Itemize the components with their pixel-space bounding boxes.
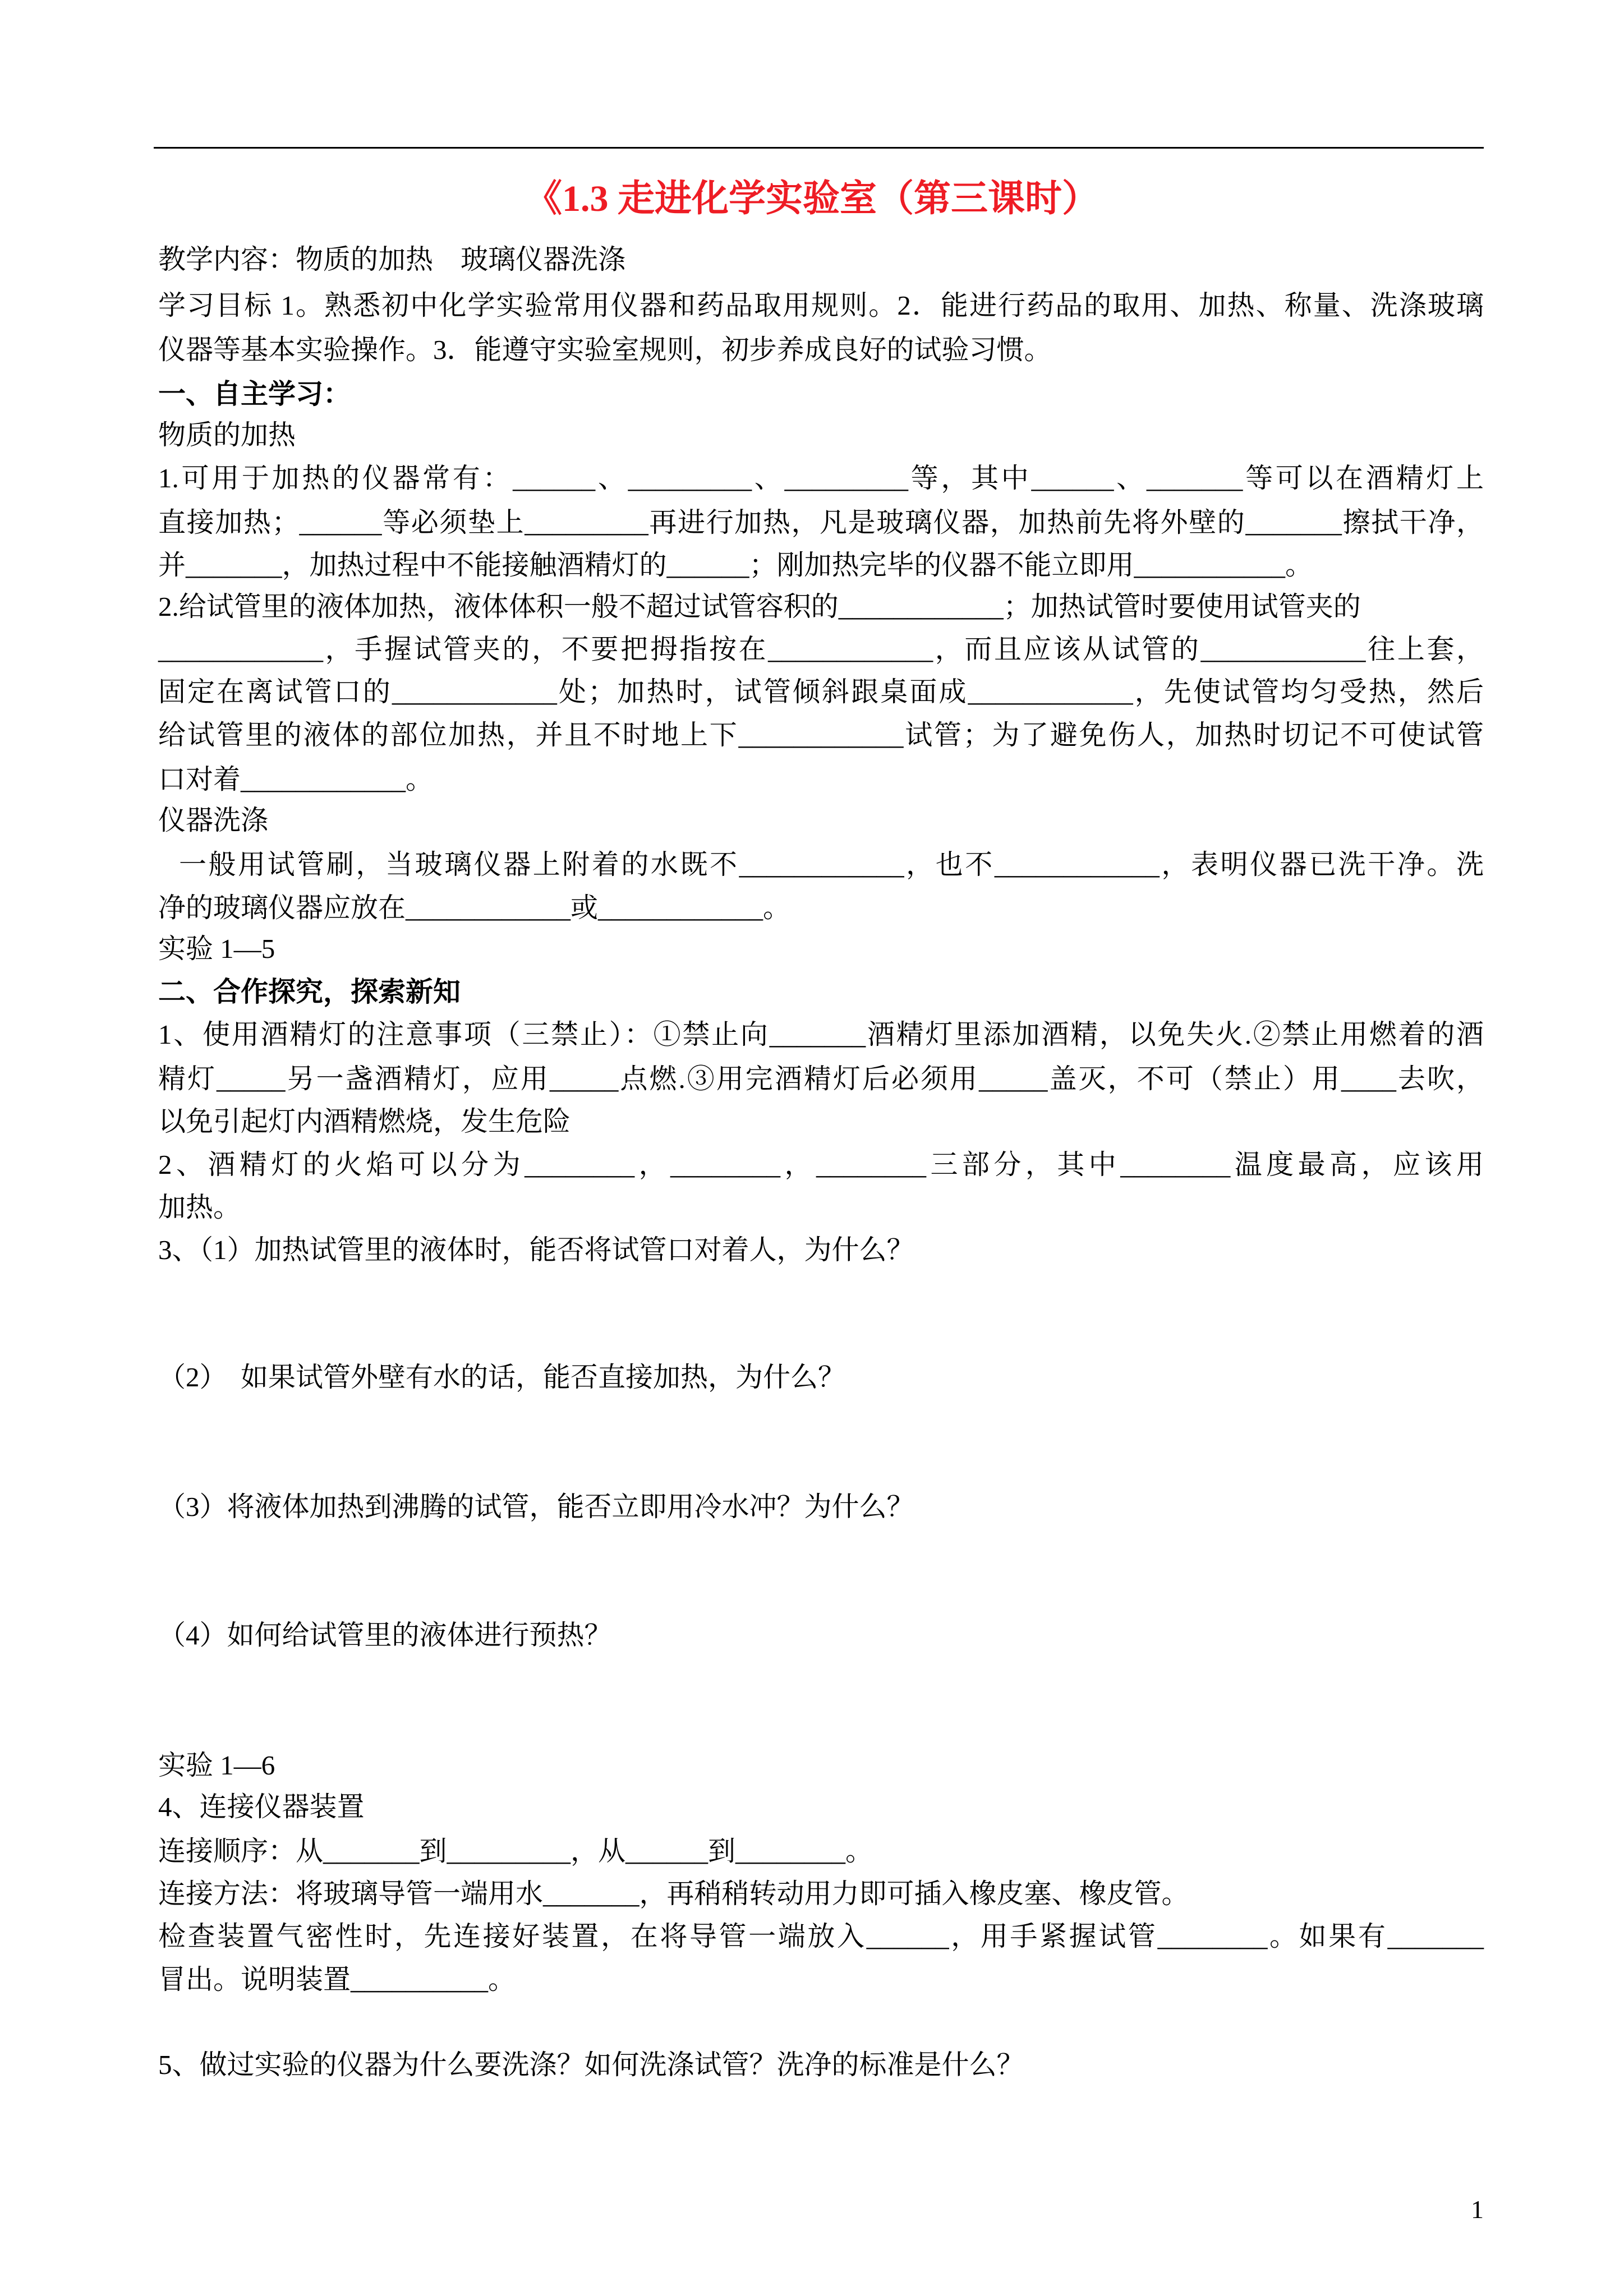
heating-line: ____________，手握试管夹的，不要把拇指按在____________，而且应该从试管的____________往上套， (158, 634, 1484, 665)
question-5: 5、做过实验的仪器为什么要洗涤？如何洗涤试管？洗净的标准是什么？ (158, 2049, 1024, 2080)
objective-line: 仪器等基本实验操作。3．能遵守实验室规则，初步养成良好的试验习惯。 (158, 334, 1052, 365)
question-1-line: 1、使用酒精灯的注意事项（三禁止）：①禁止向_______酒精灯里添加酒精，以免失火.②禁止用燃着的酒 (158, 1019, 1484, 1050)
question-2-line: 2、酒精灯的火焰可以分为________，________，________三部分，其中________温度最高，应该用 (158, 1149, 1484, 1180)
heating-line: 并_______，加热过程中不能接触酒精灯的______；刚加热完毕的仪器不能立即用___________。 (158, 550, 1313, 580)
teaching-content-line: 教学内容：物质的加热 玻璃仪器洗涤 (158, 244, 626, 275)
question-4-line: 检查装置气密性时，先连接好装置，在将导管一端放入______，用手紧握试管________。如果有_______ (158, 1921, 1484, 1952)
experiment-label: 实验 1—6 (158, 1750, 275, 1781)
section-heading-self-study: 一、自主学习： (158, 379, 351, 409)
washing-line: 一般用试管刷，当玻璃仪器上附着的水既不____________，也不____________，表明仪器已洗干净。洗 (179, 849, 1484, 880)
page-number: 1 (1471, 2195, 1484, 2224)
question-4-line: 连接顺序：从_______到_________，从______到________。 (158, 1836, 873, 1866)
header-rule (154, 147, 1484, 149)
heating-line: 1.可用于加热的仪器常有：______、_________、_________等，其中______、_______等可以在酒精灯上 (158, 463, 1484, 494)
question-4-heading: 4、连接仪器装置 (158, 1791, 365, 1822)
question-1-line: 以免引起灯内酒精燃烧，发生危险 (158, 1106, 571, 1137)
question-4-line: 冒出。说明装置__________。 (158, 1964, 516, 1995)
question-3-part-2: （2） 如果试管外壁有水的话，能否直接加热，为什么？ (158, 1362, 846, 1393)
question-3-part-3: （3）将液体加热到沸腾的试管，能否立即用冷水冲？为什么？ (158, 1491, 914, 1522)
washing-line: 净的玻璃仪器应放在____________或____________。 (158, 892, 791, 923)
objective-line: 学习目标 1。熟悉初中化学实验常用仪器和药品取用规则。2．能进行药品的取用、加热、称量、洗涤玻璃 (158, 290, 1484, 321)
page-title: 《1.3 走进化学实验室（第三课时） (525, 178, 1099, 219)
subheading-heating: 物质的加热 (158, 419, 296, 450)
heating-line: 给试管里的液体的部位加热，并且不时地上下____________试管；为了避免伤人，加热时切记不可使试管 (158, 720, 1484, 750)
heating-line: 2.给试管里的液体加热，液体体积一般不超过试管容积的____________；加热试管时要使用试管夹的 (158, 591, 1361, 622)
subheading-washing: 仪器洗涤 (158, 805, 269, 836)
question-1-line: 精灯_____另一盏酒精灯，应用_____点燃.③用完酒精灯后必须用_____盖灭，不可（禁止）用____去吹， (158, 1063, 1484, 1094)
question-4-line: 连接方法：将玻璃导管一端用水_______，再稍稍转动用力即可插入橡皮塞、橡皮管。 (158, 1878, 1189, 1909)
question-2-line: 加热。 (158, 1192, 241, 1223)
section-heading-inquiry: 二、合作探究，探索新知 (158, 976, 461, 1007)
heating-line: 直接加热；______等必须垫上_________再进行加热，凡是玻璃仪器，加热前先将外壁的_______擦拭干净， (158, 507, 1484, 538)
heating-line: 固定在离试管口的____________处；加热时，试管倾斜跟桌面成____________，先使试管均匀受热，然后 (158, 676, 1484, 707)
question-3-part-1: 3、（1）加热试管里的液体时，能否将试管口对着人，为什么？ (158, 1234, 914, 1265)
heating-line: 口对着____________。 (158, 764, 434, 795)
question-3-part-4: （4）如何给试管里的液体进行预热？ (158, 1620, 612, 1650)
experiment-label: 实验 1—5 (158, 933, 275, 964)
